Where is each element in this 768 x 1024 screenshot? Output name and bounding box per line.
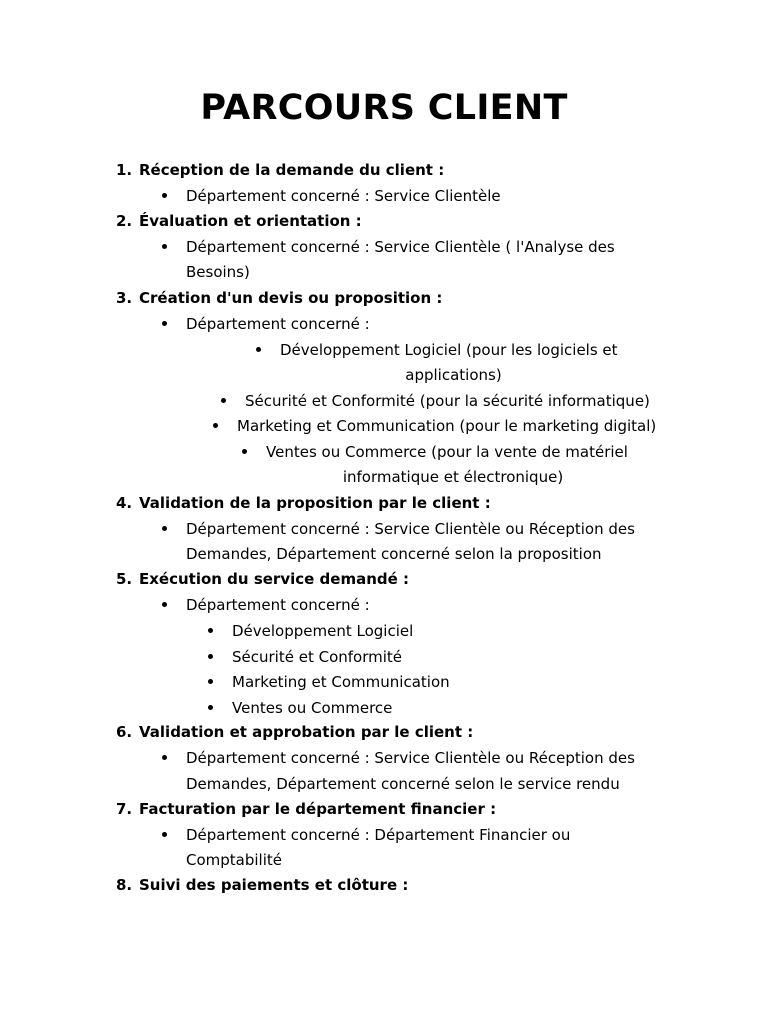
list-item: Département concerné : Département Financier ou [186, 826, 571, 844]
step-number: 7. [116, 800, 133, 818]
list-item: Département concerné : Service Clientèle [186, 187, 501, 205]
step-label: Suivi des paiements et clôture : [139, 876, 409, 894]
step-number: 3. [116, 289, 133, 307]
sub-list-item: Sécurité et Conformité [232, 648, 403, 666]
sub-list-item: Marketing et Communication (pour le marketing digital) [237, 417, 657, 435]
sub-list-item-continuation: applications) [405, 366, 502, 384]
step-label: Évaluation et orientation : [139, 212, 362, 230]
step-2-heading [116, 211, 362, 231]
list-item: Département concerné : [186, 315, 370, 333]
page-title: PARCOURS CLIENT [200, 88, 568, 128]
list-item-continuation: Comptabilité [186, 851, 282, 869]
step-number: 2. [116, 212, 133, 230]
step-number: 6. [116, 723, 133, 741]
bullet-dot-icon [208, 654, 213, 659]
bullet-dot-icon [162, 602, 167, 607]
step-1-heading [116, 160, 444, 180]
bullet-dot-icon [242, 449, 247, 454]
list-item: Département concerné : Service Clientèle ou Réception des [186, 520, 635, 538]
step-number: 1. [116, 161, 133, 179]
step-8-heading [116, 875, 408, 895]
step-label: Exécution du service demandé : [139, 570, 409, 588]
step-number: 4. [116, 494, 133, 512]
step-label: Réception de la demande du client : [139, 161, 445, 179]
step-6-heading [116, 722, 473, 742]
sub-list-item: Développement Logiciel [232, 622, 414, 640]
step-4-heading [116, 493, 491, 513]
bullet-dot-icon [213, 423, 218, 428]
bullet-dot-icon [162, 755, 167, 760]
step-number: 8. [116, 876, 133, 894]
list-item: Département concerné : [186, 596, 370, 614]
bullet-dot-icon [162, 526, 167, 531]
step-label: Création d'un devis ou proposition : [139, 289, 443, 307]
step-3-heading [116, 288, 442, 308]
list-item: Département concerné : Service Clientèle ( l'Analyse des [186, 238, 615, 256]
bullet-dot-icon [256, 347, 261, 352]
bullet-dot-icon [208, 705, 213, 710]
list-item-continuation: Demandes, Département concerné selon la proposition [186, 545, 602, 563]
step-label: Facturation par le département financier : [139, 800, 497, 818]
bullet-dot-icon [162, 321, 167, 326]
bullet-dot-icon [221, 398, 226, 403]
sub-list-item: Développement Logiciel (pour les logiciels et [280, 341, 618, 359]
step-label: Validation et approbation par le client : [139, 723, 474, 741]
list-item-continuation: Besoins) [186, 263, 250, 281]
step-5-heading [116, 569, 409, 589]
bullet-dot-icon [162, 244, 167, 249]
list-item: Département concerné : Service Clientèle ou Réception des [186, 749, 635, 767]
step-number: 5. [116, 570, 133, 588]
step-label: Validation de la proposition par le client : [139, 494, 491, 512]
sub-list-item: Ventes ou Commerce (pour la vente de matériel [266, 443, 628, 461]
sub-list-item-continuation: informatique et électronique) [342, 468, 564, 486]
sub-list-item: Ventes ou Commerce [232, 699, 393, 717]
bullet-dot-icon [208, 679, 213, 684]
bullet-dot-icon [162, 193, 167, 198]
bullet-dot-icon [208, 628, 213, 633]
sub-list-item: Marketing et Communication [232, 673, 450, 691]
step-7-heading [116, 799, 496, 819]
sub-list-item: Sécurité et Conformité (pour la sécurité informatique) [245, 392, 650, 410]
list-item-continuation: Demandes, Département concerné selon le service rendu [186, 775, 620, 793]
bullet-dot-icon [162, 832, 167, 837]
